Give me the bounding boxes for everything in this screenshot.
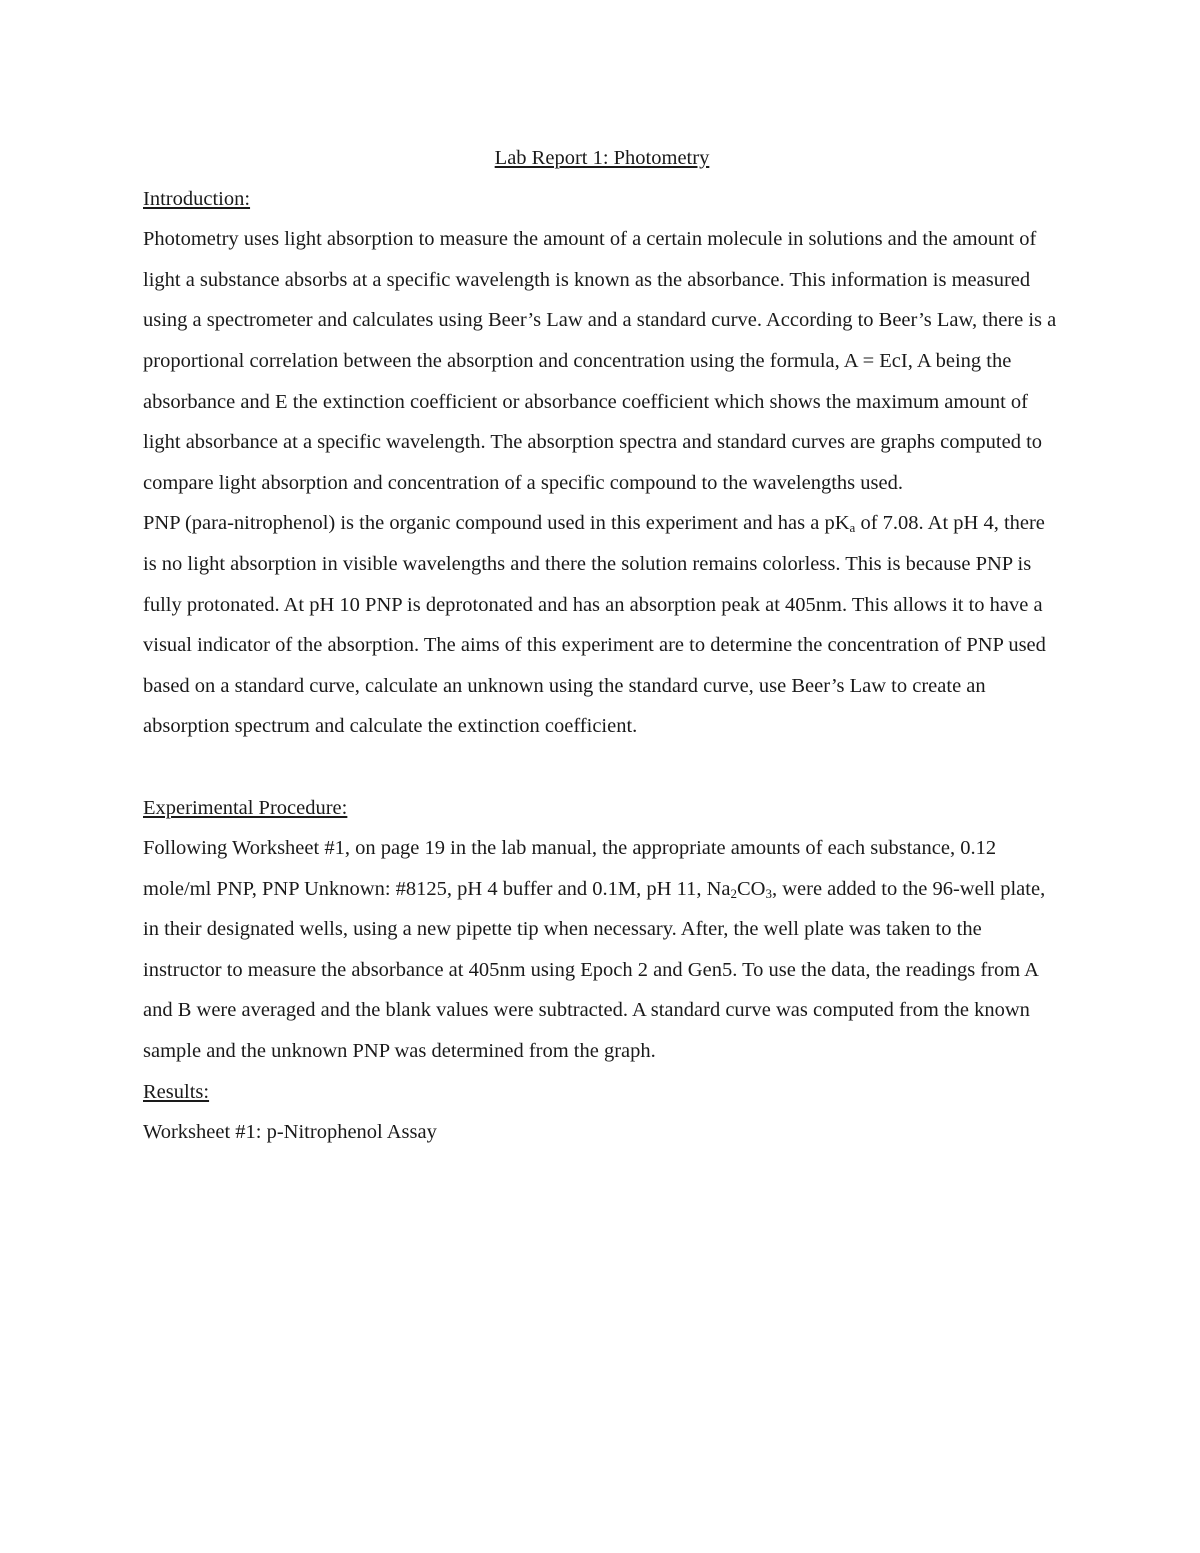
pka-subscript: a xyxy=(849,520,856,536)
procedure-text-2: CO xyxy=(736,877,766,900)
intro-p2-text-1: PNP (para-nitrophenol) is the organic compound used in this experiment and has a pK xyxy=(143,512,850,535)
procedure-heading: Experimental Procedure: xyxy=(143,796,348,819)
results-heading: Results: xyxy=(143,1080,210,1103)
intro-p2-text-2: of 7.08. At pH 4, there is no light absorption in visible wavelengths and there the solution remains colorless. This is because PNP is fully protonated. At pH 10 PNP is deprotonated and has an absorption peak at 405nm. This allows it to have a visual indicator of the absorption. The aims of this experiment are to determine the concentration of PNP used based on a standard curve, calculate an unknown using the standard curve, use Beer’s Law to create an absorption spectrum and calculate the extinction coefficient. xyxy=(143,512,1046,738)
page-title: Lab Report 1: Photometry xyxy=(494,147,710,169)
procedure-text-3: , were added to the 96-well plate, in their designated wells, using a new pipette tip when necessary. After, the well plate was taken to the instructor to measure the absorbance at 405nm using Epoch 2 and Gen5. To use the data, the readings from A and B were averaged and the blank values were subtracted. A standard curve was computed from the known sample and the unknown PNP was determined from the graph. xyxy=(143,877,1046,1063)
na2-subscript: 2 xyxy=(730,885,737,901)
document-page xyxy=(143,138,1061,1153)
blank-line xyxy=(143,747,1061,788)
introduction-paragraph-2 xyxy=(143,503,1061,747)
worksheet-line: Worksheet #1: p-Nitrophenol Assay xyxy=(143,1121,437,1144)
introduction-heading: Introduction: xyxy=(143,187,251,210)
procedure-paragraph xyxy=(143,828,1061,1072)
introduction-paragraph-1: Photometry uses light absorption to measure the amount of a certain molecule in solutions and the amount of light a substance absorbs at a specific wavelength is known as the absorbance. This information is measured using a spectrometer and calculates using Beer’s Law and a standard curve. According to Beer’s Law, there is a proportional correlation between the absorption and concentration using the formula, A = EcI, A being the absorbance and E the extinction coefficient or absorbance coefficient which shows the maximum amount of light absorbance at a specific wavelength. The absorption spectra and standard curves are graphs computed to compare light absorption and concentration of a specific compound to the wavelengths used. xyxy=(143,228,1057,494)
procedure-text-1: Following Worksheet #1, on page 19 in the lab manual, the appropriate amounts of each substance, 0.12 mole/ml PNP, PNP Unknown: #8125, pH 4 buffer and 0.1M, pH 11, Na xyxy=(143,837,997,900)
co3-subscript: 3 xyxy=(765,885,772,901)
